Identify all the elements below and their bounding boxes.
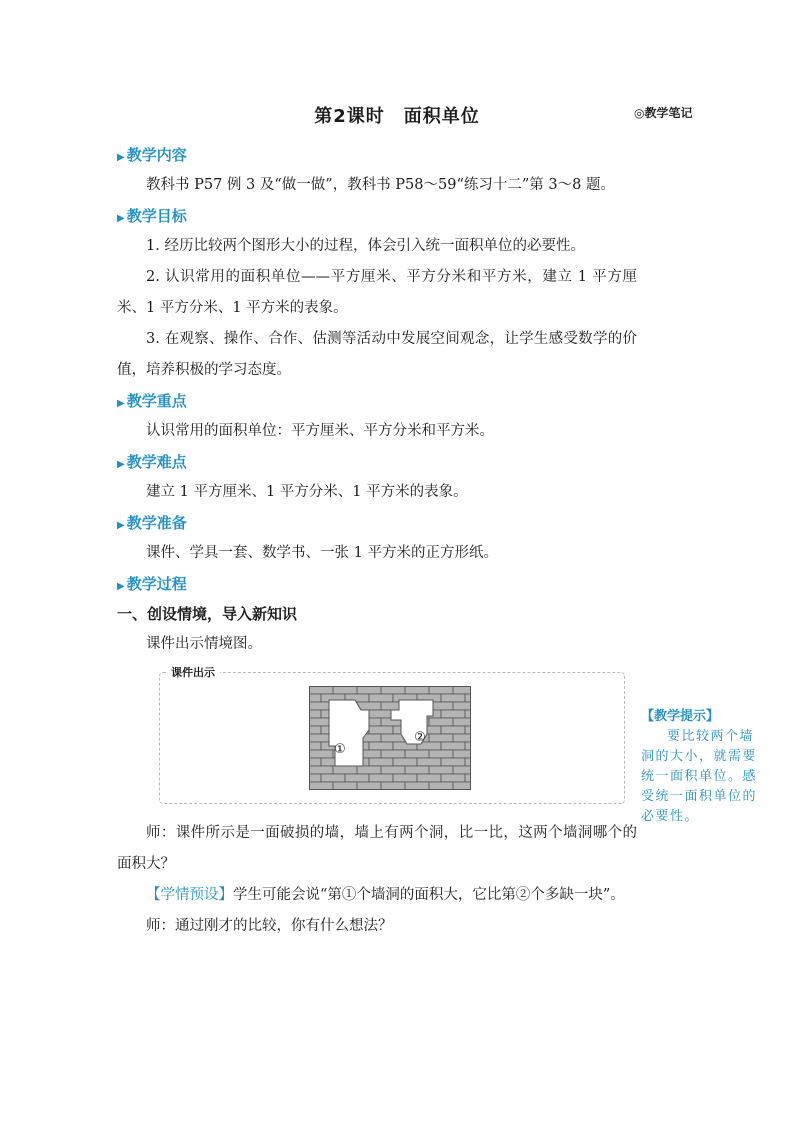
student-preset [117, 880, 637, 911]
brick [453, 734, 471, 742]
brick [369, 758, 393, 766]
brick [345, 774, 369, 782]
brick [369, 726, 393, 734]
brick [429, 750, 453, 758]
brick [393, 774, 417, 782]
brick [381, 686, 405, 694]
brick [309, 766, 333, 774]
triangle-bullet-icon: ▶ [117, 152, 125, 163]
brick [381, 766, 405, 774]
brick [405, 750, 429, 758]
brick [417, 774, 441, 782]
difficulties-text: 建立 1 平方厘米、1 平方分米、1 平方米的表象。 [146, 484, 468, 500]
brick [369, 694, 393, 702]
brick [441, 774, 465, 782]
brick [453, 750, 471, 758]
courseware-box [159, 666, 625, 804]
triangle-bullet-icon: ▶ [117, 459, 125, 470]
brick [405, 766, 429, 774]
section-heading-process: ▶ 教学过程 [117, 575, 187, 593]
brick [309, 758, 321, 766]
brick [429, 718, 453, 726]
preparation-text: 课件、学具一套、数学书、一张 1 平方米的正方形纸。 [146, 545, 498, 561]
brick [417, 758, 441, 766]
brick [429, 782, 453, 790]
brick [453, 702, 471, 710]
brick [333, 782, 357, 790]
brick [429, 686, 453, 694]
brick [369, 710, 393, 718]
teacher-question: 师：课件所示是一面破损的墙，墙上有两个洞，比一比，这两个墙洞哪个的面积大？ [117, 825, 637, 872]
process-step-1-title: 一、创设情境，导入新知识 [117, 605, 298, 623]
triangle-bullet-icon: ▶ [117, 213, 125, 224]
teaching-notes-label: ◎教学笔记 [634, 106, 693, 120]
brick [309, 782, 333, 790]
section-heading-objectives: ▶ 教学目标 [117, 207, 187, 225]
brick [309, 686, 333, 694]
brick [369, 774, 393, 782]
section-content-text: 教科书 P57 例 3 及“做一做”，教科书 P58～59“练习十二”第 3～8 题。 [146, 177, 615, 193]
brick [393, 758, 417, 766]
brick [441, 742, 465, 750]
brick [441, 694, 465, 702]
teaching-tip-body: 要比较两个墙洞的大小，就需要统一面积单位。感受统一面积单位的必要性。 [641, 729, 758, 824]
teacher-followup: 师：通过刚才的比较，你有什么想法？ [146, 918, 393, 934]
triangle-bullet-icon: ▶ [117, 520, 125, 531]
brick [441, 726, 465, 734]
key-points-text: 认识常用的面积单位：平方厘米、平方分米和平方米。 [146, 423, 494, 439]
teaching-tip-title: 【教学提示】 [641, 709, 720, 724]
brick [405, 782, 429, 790]
brick [333, 686, 357, 694]
brick [309, 694, 321, 702]
lesson-title: 第2课时 面积单位 [314, 106, 480, 127]
section-heading-difficulties: ▶ 教学难点 [117, 453, 187, 471]
brick [429, 766, 453, 774]
brick [309, 710, 321, 718]
brick [321, 774, 345, 782]
preset-text: 学生可能会说“第①个墙洞的面积大，它比第②个多缺一块”。 [233, 887, 625, 903]
brick [381, 750, 405, 758]
brick [453, 718, 471, 726]
brick [309, 742, 321, 750]
brick [333, 766, 357, 774]
brick [309, 750, 333, 758]
brick [309, 774, 321, 782]
brick [429, 734, 453, 742]
section-heading-key-points: ▶ 教学重点 [117, 392, 187, 410]
brick [453, 782, 471, 790]
teaching-tip-sidebar [641, 707, 767, 827]
objective-3: 3. 在观察、操作、合作、估测等活动中发展空间观念，让学生感受数学的价值，培养积极的学习态度。 [117, 331, 637, 378]
objective-2: 2. 认识常用的面积单位——平方厘米、平方分米和平方米，建立 1 平方厘米、1 平方分米、1 平方米的表象。 [117, 269, 637, 316]
triangle-bullet-icon: ▶ [117, 398, 125, 409]
brick [405, 686, 429, 694]
section-heading-content: ▶ 教学内容 [117, 146, 187, 164]
objective-1: 1. 经历比较两个图形大小的过程，体会引入统一面积单位的必要性。 [146, 238, 585, 254]
brick [453, 686, 471, 694]
courseware-label: 课件出示 [166, 664, 220, 680]
brick [441, 758, 465, 766]
brick [357, 782, 381, 790]
main-content [117, 140, 637, 942]
section-heading-preparation: ▶ 教学准备 [117, 514, 187, 532]
brick [369, 742, 393, 750]
brick [453, 766, 471, 774]
hole-label-2: ② [414, 730, 426, 745]
hole-label-1: ① [334, 742, 346, 757]
brick [357, 766, 381, 774]
triangle-bullet-icon: ▶ [117, 581, 125, 592]
preset-tag: 【学情预设】 [146, 887, 233, 903]
brick [381, 782, 405, 790]
brick [441, 710, 465, 718]
brick [309, 726, 321, 734]
brick [357, 686, 381, 694]
courseware-intro: 课件出示情境图。 [146, 636, 262, 652]
broken-wall-illustration [309, 686, 471, 790]
